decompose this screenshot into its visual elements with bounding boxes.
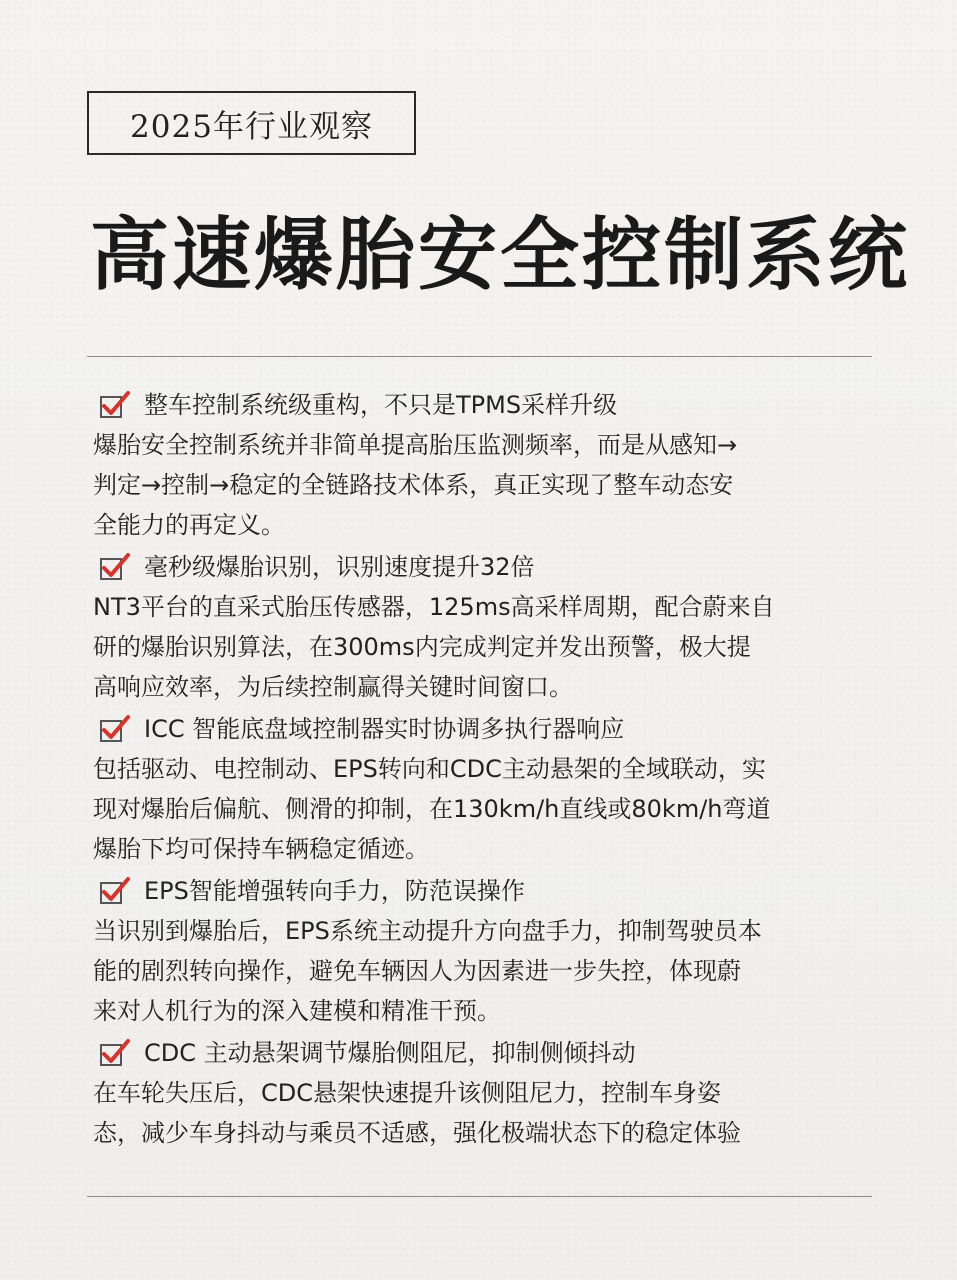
checkbox-checked-icon — [98, 712, 132, 746]
body-line: 现对爆胎后偏航、侧滑的抑制，在130km/h直线或80km/h弯道 — [93, 795, 771, 823]
checkbox-checked-icon — [98, 874, 132, 908]
content-sections — [93, 385, 873, 1153]
page-title: 高速爆胎安全控制系统 — [90, 208, 910, 301]
category-tag-text: 2025年行业观察 — [130, 108, 373, 145]
body-line: 能的剧烈转向操作，避免车辆因人为因素进一步失控，体现蔚 — [93, 957, 741, 985]
section-heading: EPS智能增强转向手力，防范误操作 — [144, 877, 525, 905]
section-heading-row — [98, 385, 873, 425]
body-line: 来对人机行为的深入建模和精准干预。 — [93, 997, 501, 1025]
bottom-divider — [87, 1196, 872, 1197]
body-line: 爆胎下均可保持车辆稳定循迹。 — [93, 835, 429, 863]
section-5 — [93, 1033, 873, 1153]
section-body — [93, 425, 873, 545]
section-heading-row — [98, 709, 873, 749]
section-body — [93, 749, 873, 869]
section-heading-row — [98, 871, 873, 911]
category-tag — [87, 91, 416, 155]
body-line: 全能力的再定义。 — [93, 511, 285, 539]
section-body — [93, 1073, 873, 1153]
body-line: 态，减少车身抖动与乘员不适感，强化极端状态下的稳定体验 — [93, 1119, 741, 1147]
section-heading-row — [98, 1033, 873, 1073]
body-line: 爆胎安全控制系统并非简单提高胎压监测频率，而是从感知→ — [93, 431, 738, 459]
top-divider — [87, 356, 872, 357]
checkbox-checked-icon — [98, 550, 132, 584]
body-line: 研的爆胎识别算法，在300ms内完成判定并发出预警，极大提 — [93, 633, 751, 661]
section-2 — [93, 547, 873, 707]
checkbox-checked-icon — [98, 1036, 132, 1070]
section-heading: ICC 智能底盘域控制器实时协调多执行器响应 — [144, 715, 625, 743]
section-body — [93, 587, 873, 707]
body-line: 当识别到爆胎后，EPS系统主动提升方向盘手力，抑制驾驶员本 — [93, 917, 762, 945]
body-line: 判定→控制→稳定的全链路技术体系，真正实现了整车动态安 — [93, 471, 734, 499]
body-line: 在车轮失压后，CDC悬架快速提升该侧阻尼力，控制车身姿 — [93, 1079, 721, 1107]
section-1 — [93, 385, 873, 545]
section-heading: CDC 主动悬架调节爆胎侧阻尼，抑制侧倾抖动 — [144, 1039, 636, 1067]
checkbox-checked-icon — [98, 388, 132, 422]
section-3 — [93, 709, 873, 869]
section-body — [93, 911, 873, 1031]
section-heading: 整车控制系统级重构，不只是TPMS采样升级 — [144, 391, 618, 419]
section-4 — [93, 871, 873, 1031]
body-line: 高响应效率，为后续控制赢得关键时间窗口。 — [93, 673, 573, 701]
section-heading: 毫秒级爆胎识别，识别速度提升32倍 — [144, 553, 535, 581]
section-heading-row — [98, 547, 873, 587]
body-line: 包括驱动、电控制动、EPS转向和CDC主动悬架的全域联动，实 — [93, 755, 766, 783]
body-line: NT3平台的直采式胎压传感器，125ms高采样周期，配合蔚来自 — [93, 593, 775, 621]
